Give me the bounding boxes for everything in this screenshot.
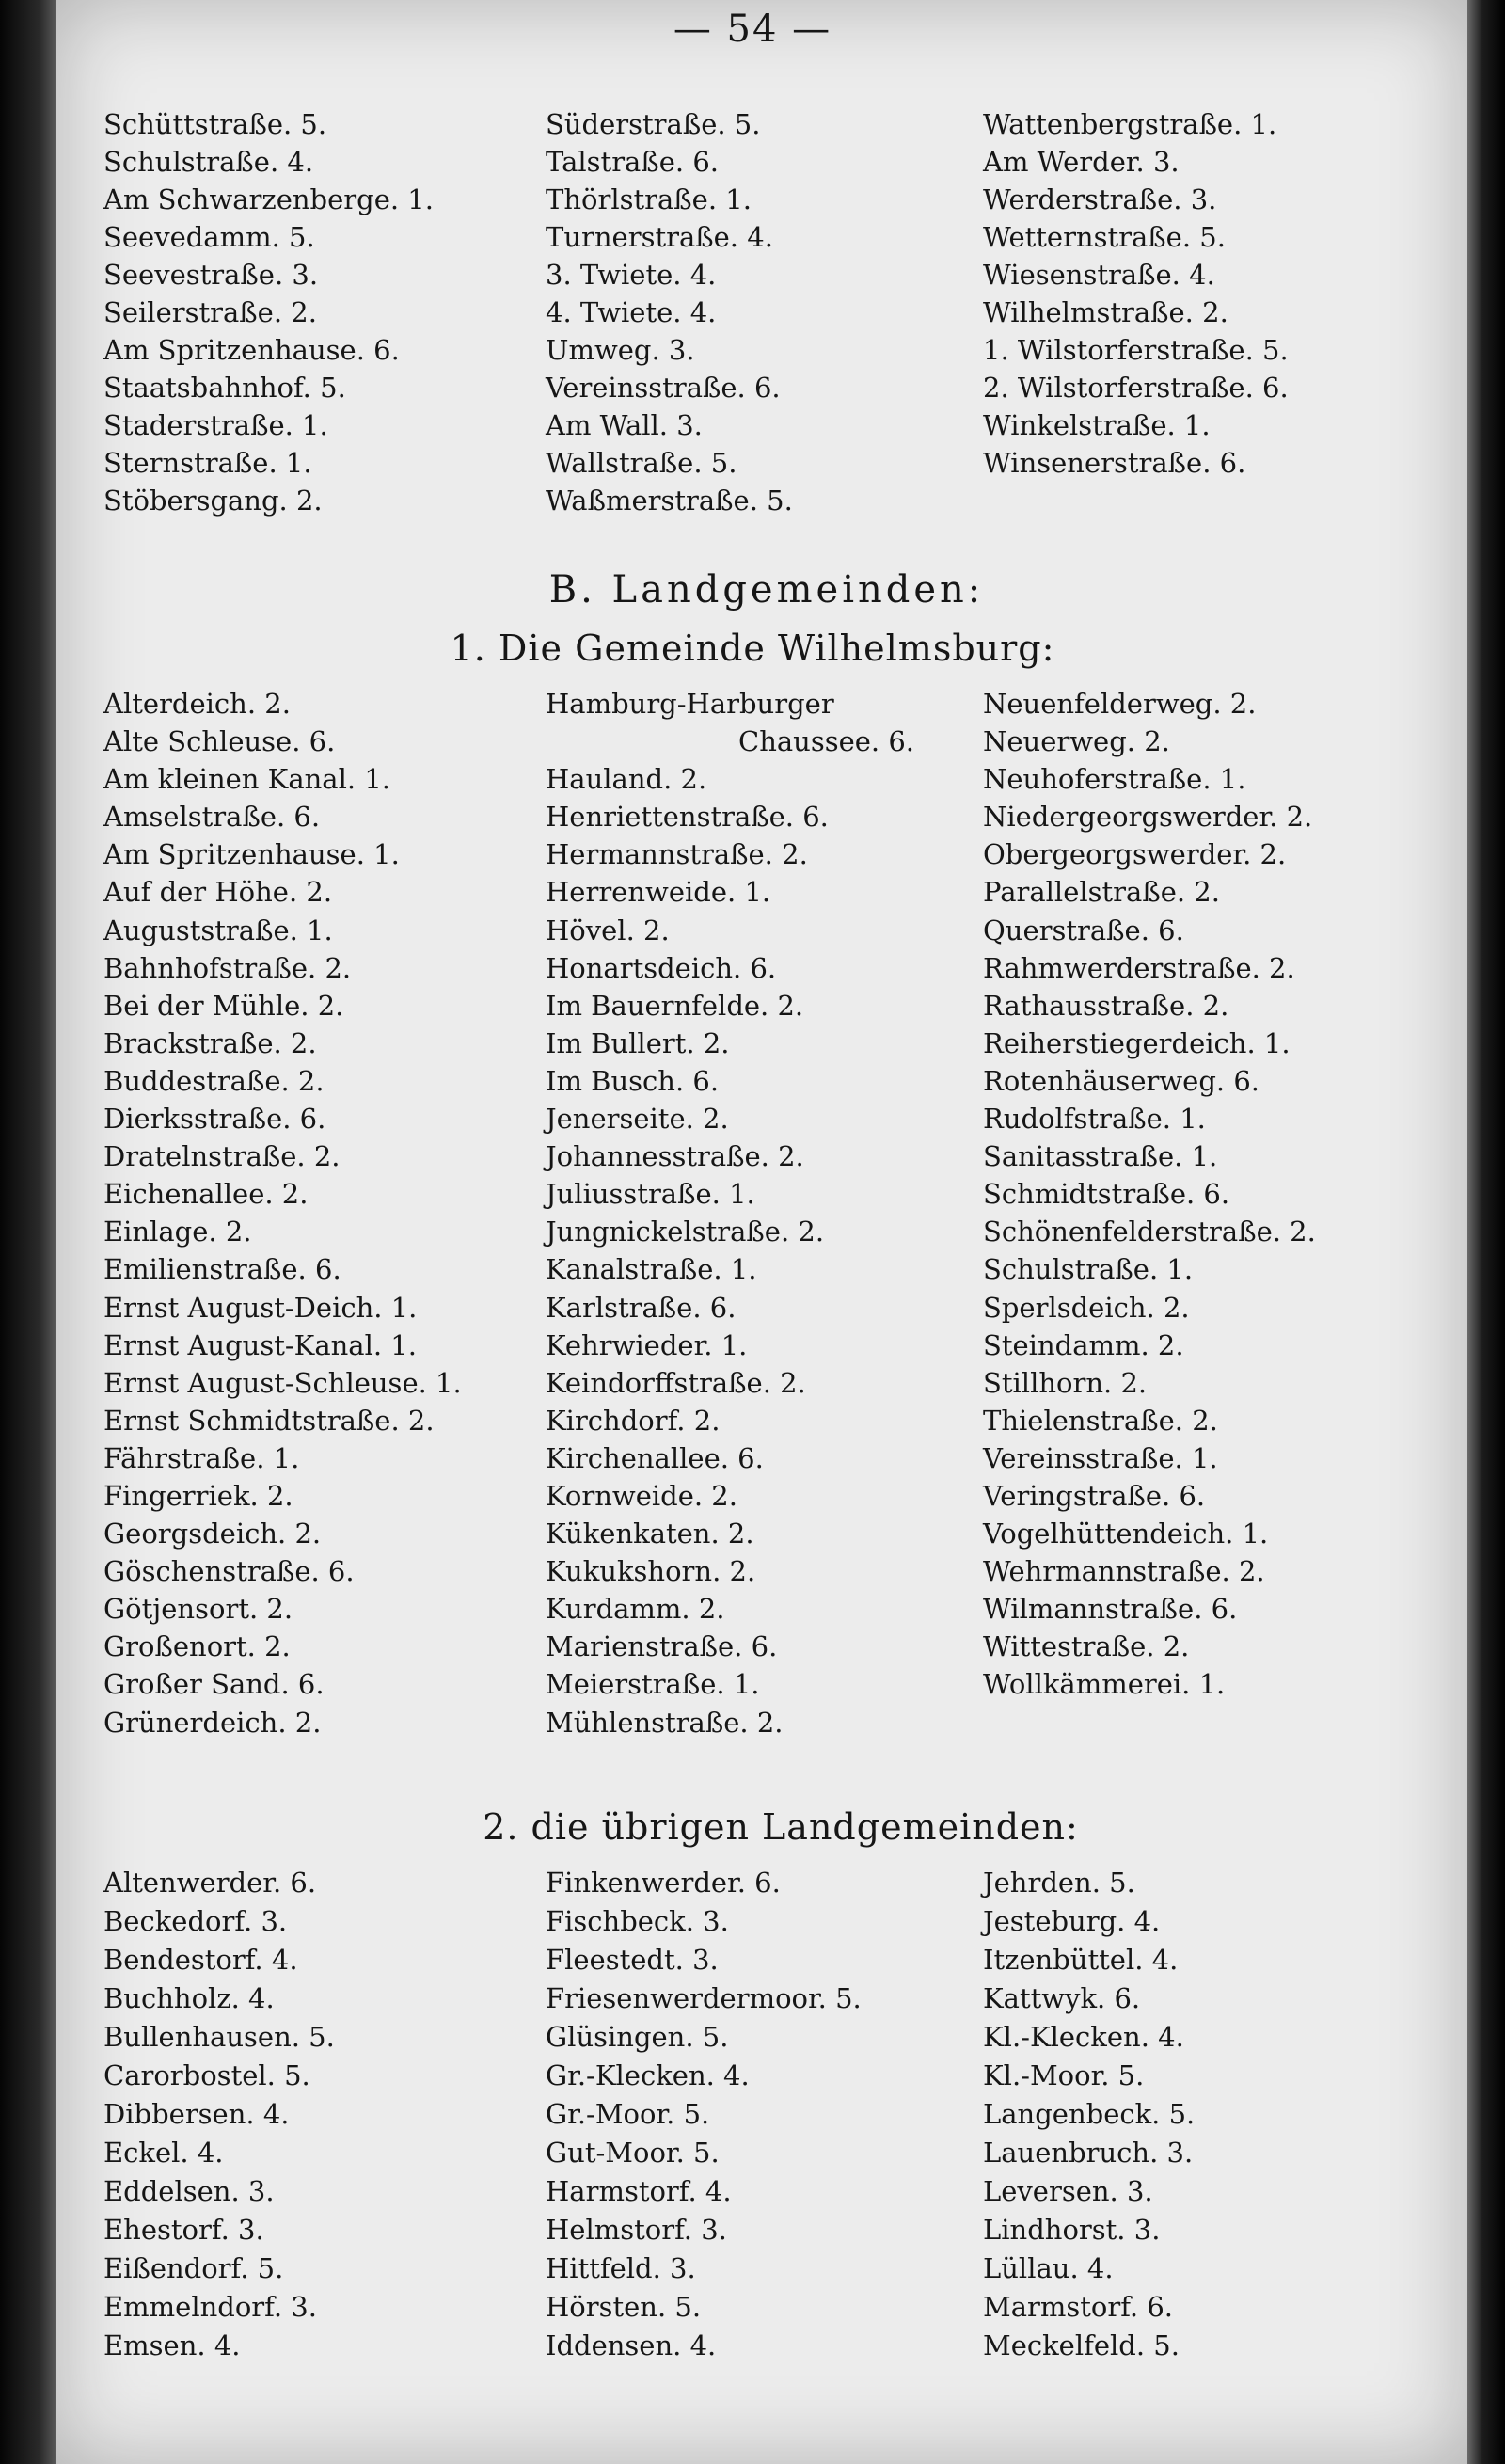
index-entry: Gr.-Klecken. 4. (546, 2059, 750, 2091)
index-entry: Altenwerder. 6. (103, 1867, 317, 1899)
index-entry: Hittfeld. 3. (546, 2252, 696, 2284)
index-entry: Rathausstraße. 2. (983, 989, 1229, 1022)
index-entry: Hörsten. 5. (546, 2291, 702, 2323)
uebrige-landgemeinden-heading: 2. die übrigen Landgemeinden: (483, 1806, 1079, 1848)
index-entry: Lauenbruch. 3. (983, 2137, 1194, 2169)
index-entry: Seilerstraße. 2. (103, 296, 317, 328)
index-entry: Meckelfeld. 5. (983, 2329, 1180, 2361)
index-entry: 3. Twiete. 4. (546, 259, 717, 291)
index-entry: Göschenstraße. 6. (103, 1555, 355, 1588)
index-entry: Wattenbergstraße. 1. (983, 108, 1277, 140)
index-entry: Staderstraße. 1. (103, 409, 328, 441)
index-entry: Buddestraße. 2. (103, 1064, 325, 1097)
index-entry: Lüllau. 4. (983, 2252, 1114, 2284)
index-entry: Alte Schleuse. 6. (103, 725, 336, 758)
index-entry: Keindorffstraße. 2. (546, 1366, 806, 1399)
index-entry: 2. Wilstorferstraße. 6. (983, 372, 1289, 404)
index-entry: Wehrmannstraße. 2. (983, 1555, 1265, 1588)
index-entry: Wilhelmstraße. 2. (983, 296, 1228, 328)
index-entry: Ernst August-Kanal. 1. (103, 1328, 417, 1361)
index-entry: Auf der Höhe. 2. (103, 876, 333, 909)
index-entry: Grünerdeich. 2. (103, 1706, 322, 1739)
index-entry: Winsenerstraße. 6. (983, 447, 1246, 479)
index-entry: Sternstraße. 1. (103, 447, 312, 479)
index-entry: Süderstraße. 5. (546, 108, 761, 140)
index-entry: Jenerseite. 2. (546, 1103, 729, 1136)
index-entry: Obergeorgswerder. 2. (983, 838, 1287, 871)
index-entry: Rudolfstraße. 1. (983, 1103, 1206, 1136)
index-entry: Kukukshorn. 2. (546, 1555, 756, 1588)
index-entry: Fährstraße. 1. (103, 1441, 300, 1474)
index-entry: Fingerriek. 2. (103, 1479, 293, 1512)
index-entry: Kanalstraße. 1. (546, 1253, 757, 1286)
index-entry: Fleestedt. 3. (546, 1944, 719, 1976)
index-entry: Im Bauernfelde. 2. (546, 989, 804, 1022)
index-entry: Querstraße. 6. (983, 914, 1184, 946)
index-entry: Turnerstraße. 4. (546, 221, 773, 253)
index-entry: Rahmwerderstraße. 2. (983, 951, 1295, 984)
index-column (103, 685, 546, 1741)
index-column (983, 685, 1402, 1741)
index-entry: Eißendorf. 5. (103, 2252, 284, 2284)
index-entry: Wollkämmerei. 1. (983, 1668, 1226, 1701)
index-entry: 4. Twiete. 4. (546, 296, 717, 328)
index-entry: Brackstraße. 2. (103, 1026, 317, 1059)
index-entry: Thielenstraße. 2. (983, 1404, 1218, 1437)
wilhelmsburg-heading: 1. Die Gemeinde Wilhelmsburg: (450, 628, 1055, 669)
scan-left-edge (0, 0, 56, 2464)
index-entry: Wittestraße. 2. (983, 1630, 1190, 1663)
index-entry: Wetternstraße. 5. (983, 221, 1226, 253)
index-entry: Iddensen. 4. (546, 2329, 717, 2361)
index-entry: Großer Sand. 6. (103, 1668, 325, 1701)
index-entry: Jesteburg. 4. (983, 1905, 1161, 1937)
index-entry: Niedergeorgswerder. 2. (983, 801, 1313, 834)
index-entry: Leversen. 3. (983, 2175, 1153, 2207)
index-entry: Marienstraße. 6. (546, 1630, 778, 1663)
index-entry: Kirchdorf. 2. (546, 1404, 721, 1437)
index-entry: Schulstraße. 1. (983, 1253, 1194, 1286)
index-entry: Am Wall. 3. (546, 409, 703, 441)
index-entry: Kl.-Klecken. 4. (983, 2021, 1184, 2053)
index-entry: Emilienstraße. 6. (103, 1253, 341, 1286)
index-entry: Eichenallee. 2. (103, 1178, 309, 1211)
index-column (546, 105, 983, 519)
index-entry: Werderstraße. 3. (983, 183, 1217, 215)
index-entry: Mühlenstraße. 2. (546, 1706, 784, 1739)
index-entry: Bullenhausen. 5. (103, 2021, 335, 2053)
index-entry: Henriettenstraße. 6. (546, 801, 829, 834)
index-entry: Am Werder. 3. (983, 146, 1180, 178)
index-entry: Helmstorf. 3. (546, 2214, 727, 2246)
index-entry: Georgsdeich. 2. (103, 1518, 322, 1550)
index-entry: Emsen. 4. (103, 2329, 241, 2361)
index-entry: Fischbeck. 3. (546, 1905, 729, 1937)
index-entry: Am Spritzenhause. 6. (103, 334, 400, 366)
index-entry: Vogelhüttendeich. 1. (983, 1518, 1269, 1550)
index-entry: Kornweide. 2. (546, 1479, 737, 1512)
index-entry: Hauland. 2. (546, 763, 707, 796)
index-entry: Kattwyk. 6. (983, 1982, 1141, 2014)
index-entry: Auguststraße. 1. (103, 914, 333, 946)
index-entry: Neuhoferstraße. 1. (983, 763, 1246, 796)
index-entry: Ehestorf. 3. (103, 2214, 264, 2246)
index-entry: Ernst August-Deich. 1. (103, 1291, 418, 1324)
index-entry: Am kleinen Kanal. 1. (103, 763, 390, 796)
index-entry: Bei der Mühle. 2. (103, 989, 344, 1022)
index-entry: Im Busch. 6. (546, 1064, 720, 1097)
index-entry: Am Spritzenhause. 1. (103, 838, 400, 871)
index-entry: Im Bullert. 2. (546, 1026, 730, 1059)
index-entry: Parallelstraße. 2. (983, 876, 1220, 909)
section-b-heading: B. Landgemeinden: (548, 568, 985, 612)
index-entry: Kehrwieder. 1. (546, 1328, 748, 1361)
index-entry: Amselstraße. 6. (103, 801, 321, 834)
index-entry: Schönenfelderstraße. 2. (983, 1216, 1316, 1248)
index-entry: Neuerweg. 2. (983, 725, 1170, 758)
index-entry: Bahnhofstraße. 2. (103, 951, 352, 984)
index-entry: Stillhorn. 2. (983, 1366, 1148, 1399)
index-entry: Sanitasstraße. 1. (983, 1140, 1218, 1173)
index-entry: Wilmannstraße. 6. (983, 1593, 1238, 1626)
wilhelmsburg-street-index (103, 685, 1402, 1741)
index-entry: Seevestraße. 3. (103, 259, 319, 291)
index-entry: Juliusstraße. 1. (546, 1178, 755, 1211)
index-entry: Itzenbüttel. 4. (983, 1944, 1179, 1976)
index-entry: Schmidtstraße. 6. (983, 1178, 1230, 1211)
index-entry: Hermannstraße. 2. (546, 838, 808, 871)
index-entry: Schüttstraße. 5. (103, 108, 327, 140)
index-entry: Staatsbahnhof. 5. (103, 372, 346, 404)
index-entry: Lindhorst. 3. (983, 2214, 1161, 2246)
index-entry: Reiherstiegerdeich. 1. (983, 1026, 1291, 1059)
index-column (103, 105, 546, 519)
index-entry: Bendestorf. 4. (103, 1944, 298, 1976)
index-column (546, 1864, 983, 2365)
index-entry: Umweg. 3. (546, 334, 695, 366)
index-entry: Talstraße. 6. (546, 146, 719, 178)
index-entry: Emmelndorf. 3. (103, 2291, 317, 2323)
index-entry: Buchholz. 4. (103, 1982, 275, 2014)
index-entry: 1. Wilstorferstraße. 5. (983, 334, 1289, 366)
index-entry: Sperlsdeich. 2. (983, 1291, 1190, 1324)
index-column (103, 1864, 546, 2365)
index-entry: Einlage. 2. (103, 1216, 252, 1248)
index-entry: Dierksstraße. 6. (103, 1103, 326, 1136)
index-entry: Herrenweide. 1. (546, 876, 771, 909)
index-entry: Wallstraße. 5. (546, 447, 737, 479)
index-entry: Hamburg-Harburger (546, 688, 834, 720)
index-entry: Chaussee. 6. (738, 725, 915, 758)
index-entry: Vereinsstraße. 1. (983, 1441, 1218, 1474)
index-entry: Harmstorf. 4. (546, 2175, 732, 2207)
scan-right-edge (1467, 0, 1505, 2464)
index-entry: Kükenkaten. 2. (546, 1518, 754, 1550)
index-entry: Großenort. 2. (103, 1630, 291, 1663)
index-entry: Gr.-Moor. 5. (546, 2098, 710, 2130)
index-entry: Glüsingen. 5. (546, 2021, 729, 2053)
index-entry: Karlstraße. 6. (546, 1291, 737, 1324)
index-entry: Wiesenstraße. 4. (983, 259, 1215, 291)
index-entry: Ernst Schmidtstraße. 2. (103, 1404, 435, 1437)
index-entry: Kurdamm. 2. (546, 1593, 725, 1626)
index-entry: Hövel. 2. (546, 914, 670, 946)
index-column (546, 685, 983, 1741)
index-entry: Honartsdeich. 6. (546, 951, 777, 984)
index-entry: Seevedamm. 5. (103, 221, 315, 253)
index-entry: Götjensort. 2. (103, 1593, 293, 1626)
index-entry: Beckedorf. 3. (103, 1905, 288, 1937)
index-entry: Stöbersgang. 2. (103, 485, 323, 517)
index-entry: Gut-Moor. 5. (546, 2137, 720, 2169)
index-entry: Am Schwarzenberge. 1. (103, 183, 434, 215)
index-entry: Schulstraße. 4. (103, 146, 314, 178)
index-entry: Eddelsen. 3. (103, 2175, 275, 2207)
index-entry: Waßmerstraße. 5. (546, 485, 793, 517)
index-entry: Finkenwerder. 6. (546, 1867, 781, 1899)
index-entry: Friesenwerdermoor. 5. (546, 1982, 862, 2014)
index-entry: Meierstraße. 1. (546, 1668, 760, 1701)
index-entry: Veringstraße. 6. (983, 1479, 1206, 1512)
index-entry: Neuenfelderweg. 2. (983, 688, 1257, 720)
index-entry: Langenbeck. 5. (983, 2098, 1196, 2130)
page-number: — 54 — (673, 8, 832, 51)
index-entry: Jungnickelstraße. 2. (546, 1216, 825, 1248)
index-entry: Vereinsstraße. 6. (546, 372, 781, 404)
index-entry: Alterdeich. 2. (103, 688, 291, 720)
uebrige-landgemeinden-index (103, 1864, 1402, 2365)
index-entry: Dibbersen. 4. (103, 2098, 290, 2130)
index-entry: Kirchenallee. 6. (546, 1441, 764, 1474)
stadt-street-index (103, 105, 1402, 519)
index-entry: Ernst August-Schleuse. 1. (103, 1366, 462, 1399)
index-entry: Marmstorf. 6. (983, 2291, 1174, 2323)
index-entry: Jehrden. 5. (983, 1867, 1135, 1899)
index-entry: Steindamm. 2. (983, 1328, 1184, 1361)
index-entry: Johannesstraße. 2. (546, 1140, 804, 1173)
index-entry: Dratelnstraße. 2. (103, 1140, 341, 1173)
index-entry: Thörlstraße. 1. (546, 183, 752, 215)
index-entry: Rotenhäuserweg. 6. (983, 1064, 1259, 1097)
index-column (983, 105, 1402, 519)
index-entry: Eckel. 4. (103, 2137, 224, 2169)
index-entry: Winkelstraße. 1. (983, 409, 1211, 441)
index-entry: Carorbostel. 5. (103, 2059, 310, 2091)
index-entry: Kl.-Moor. 5. (983, 2059, 1145, 2091)
index-column (983, 1864, 1402, 2365)
